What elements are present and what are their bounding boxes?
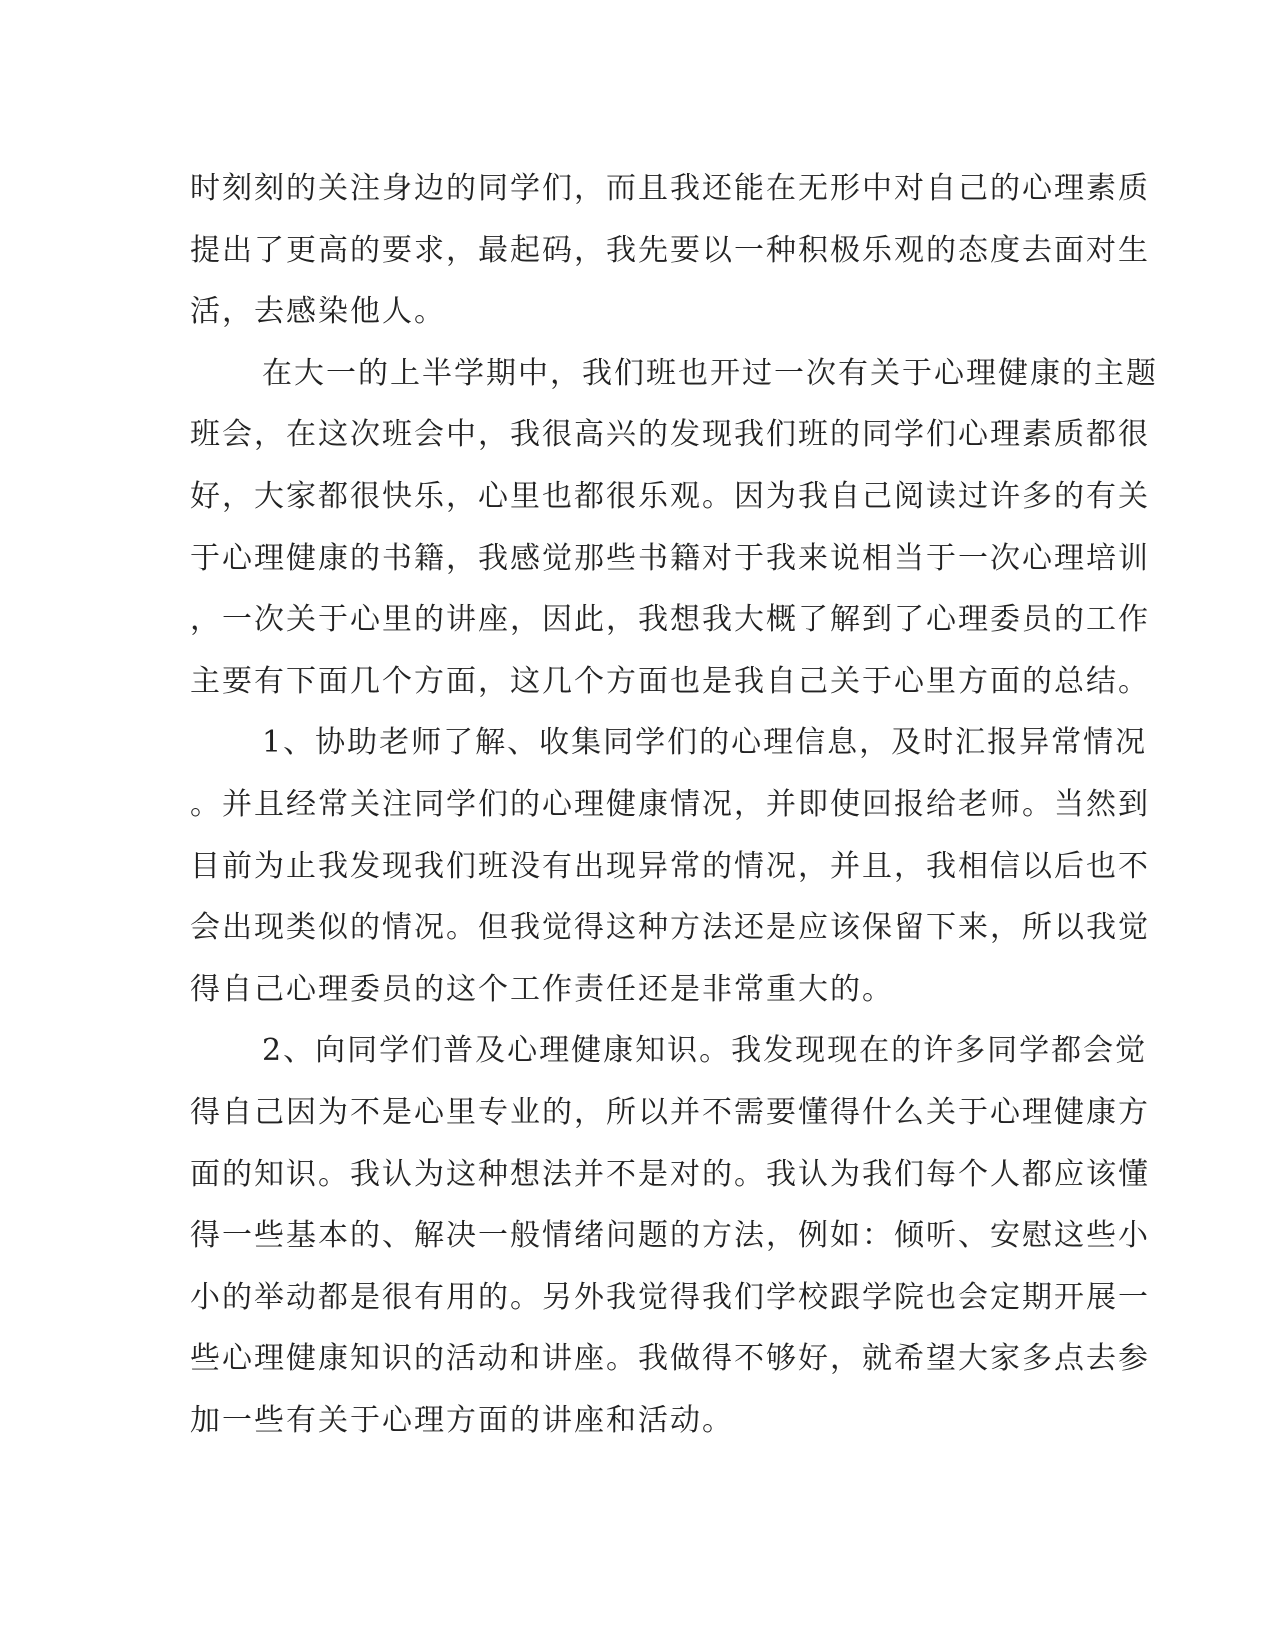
- text-line: 主要有下面几个方面，这几个方面也是我自己关于心里方面的总结。: [190, 663, 1150, 699]
- text-line: 活，去感染他人。: [190, 294, 446, 330]
- text-line: 些心理健康知识的活动和讲座。我做得不够好，就希望大家多点去参: [190, 1341, 1150, 1377]
- text-line: 得一些基本的、解决一般情绪问题的方法，例如：倾听、安慰这些小: [190, 1218, 1150, 1254]
- text-line: 目前为止我发现我们班没有出现异常的情况，并且，我相信以后也不: [190, 848, 1150, 884]
- text-line: 于心理健康的书籍，我感觉那些书籍对于我来说相当于一次心理培训: [190, 540, 1150, 576]
- text-line: 得自己因为不是心里专业的，所以并不需要懂得什么关于心理健康方: [190, 1094, 1150, 1130]
- text-line: 班会，在这次班会中，我很高兴的发现我们班的同学们心理素质都很: [190, 417, 1150, 453]
- text-line: 加一些有关于心理方面的讲座和活动。: [190, 1402, 734, 1438]
- text-line: 会出现类似的情况。但我觉得这种方法还是应该保留下来，所以我觉: [190, 910, 1150, 946]
- text-line: 在大一的上半学期中，我们班也开过一次有关于心理健康的主题: [262, 355, 1158, 391]
- text-line: 小的举动都是很有用的。另外我觉得我们学校跟学院也会定期开展一: [190, 1279, 1150, 1315]
- text-line: 。并且经常关注同学们的心理健康情况，并即使回报给老师。当然到: [190, 786, 1150, 822]
- text-line: 好，大家都很快乐，心里也都很乐观。因为我自己阅读过许多的有关: [190, 478, 1150, 514]
- text-line: 得自己心理委员的这个工作责任还是非常重大的。: [190, 971, 894, 1007]
- body-text: [190, 158, 1158, 1451]
- text-line: 2、向同学们普及心理健康知识。我发现现在的许多同学都会觉: [262, 1033, 1148, 1069]
- text-line: 时刻刻的关注身边的同学们，而且我还能在无形中对自己的心理素质: [190, 171, 1150, 206]
- text-line: 提出了更高的要求，最起码，我先要以一种积极乐观的态度去面对生: [190, 232, 1150, 268]
- text-line: ，一次关于心里的讲座，因此，我想我大概了解到了心理委员的工作: [190, 602, 1150, 638]
- text-line: 面的知识。我认为这种想法并不是对的。我认为我们每个人都应该懂: [190, 1156, 1150, 1192]
- text-line: 1、协助老师了解、收集同学们的心理信息，及时汇报异常情况: [262, 725, 1148, 761]
